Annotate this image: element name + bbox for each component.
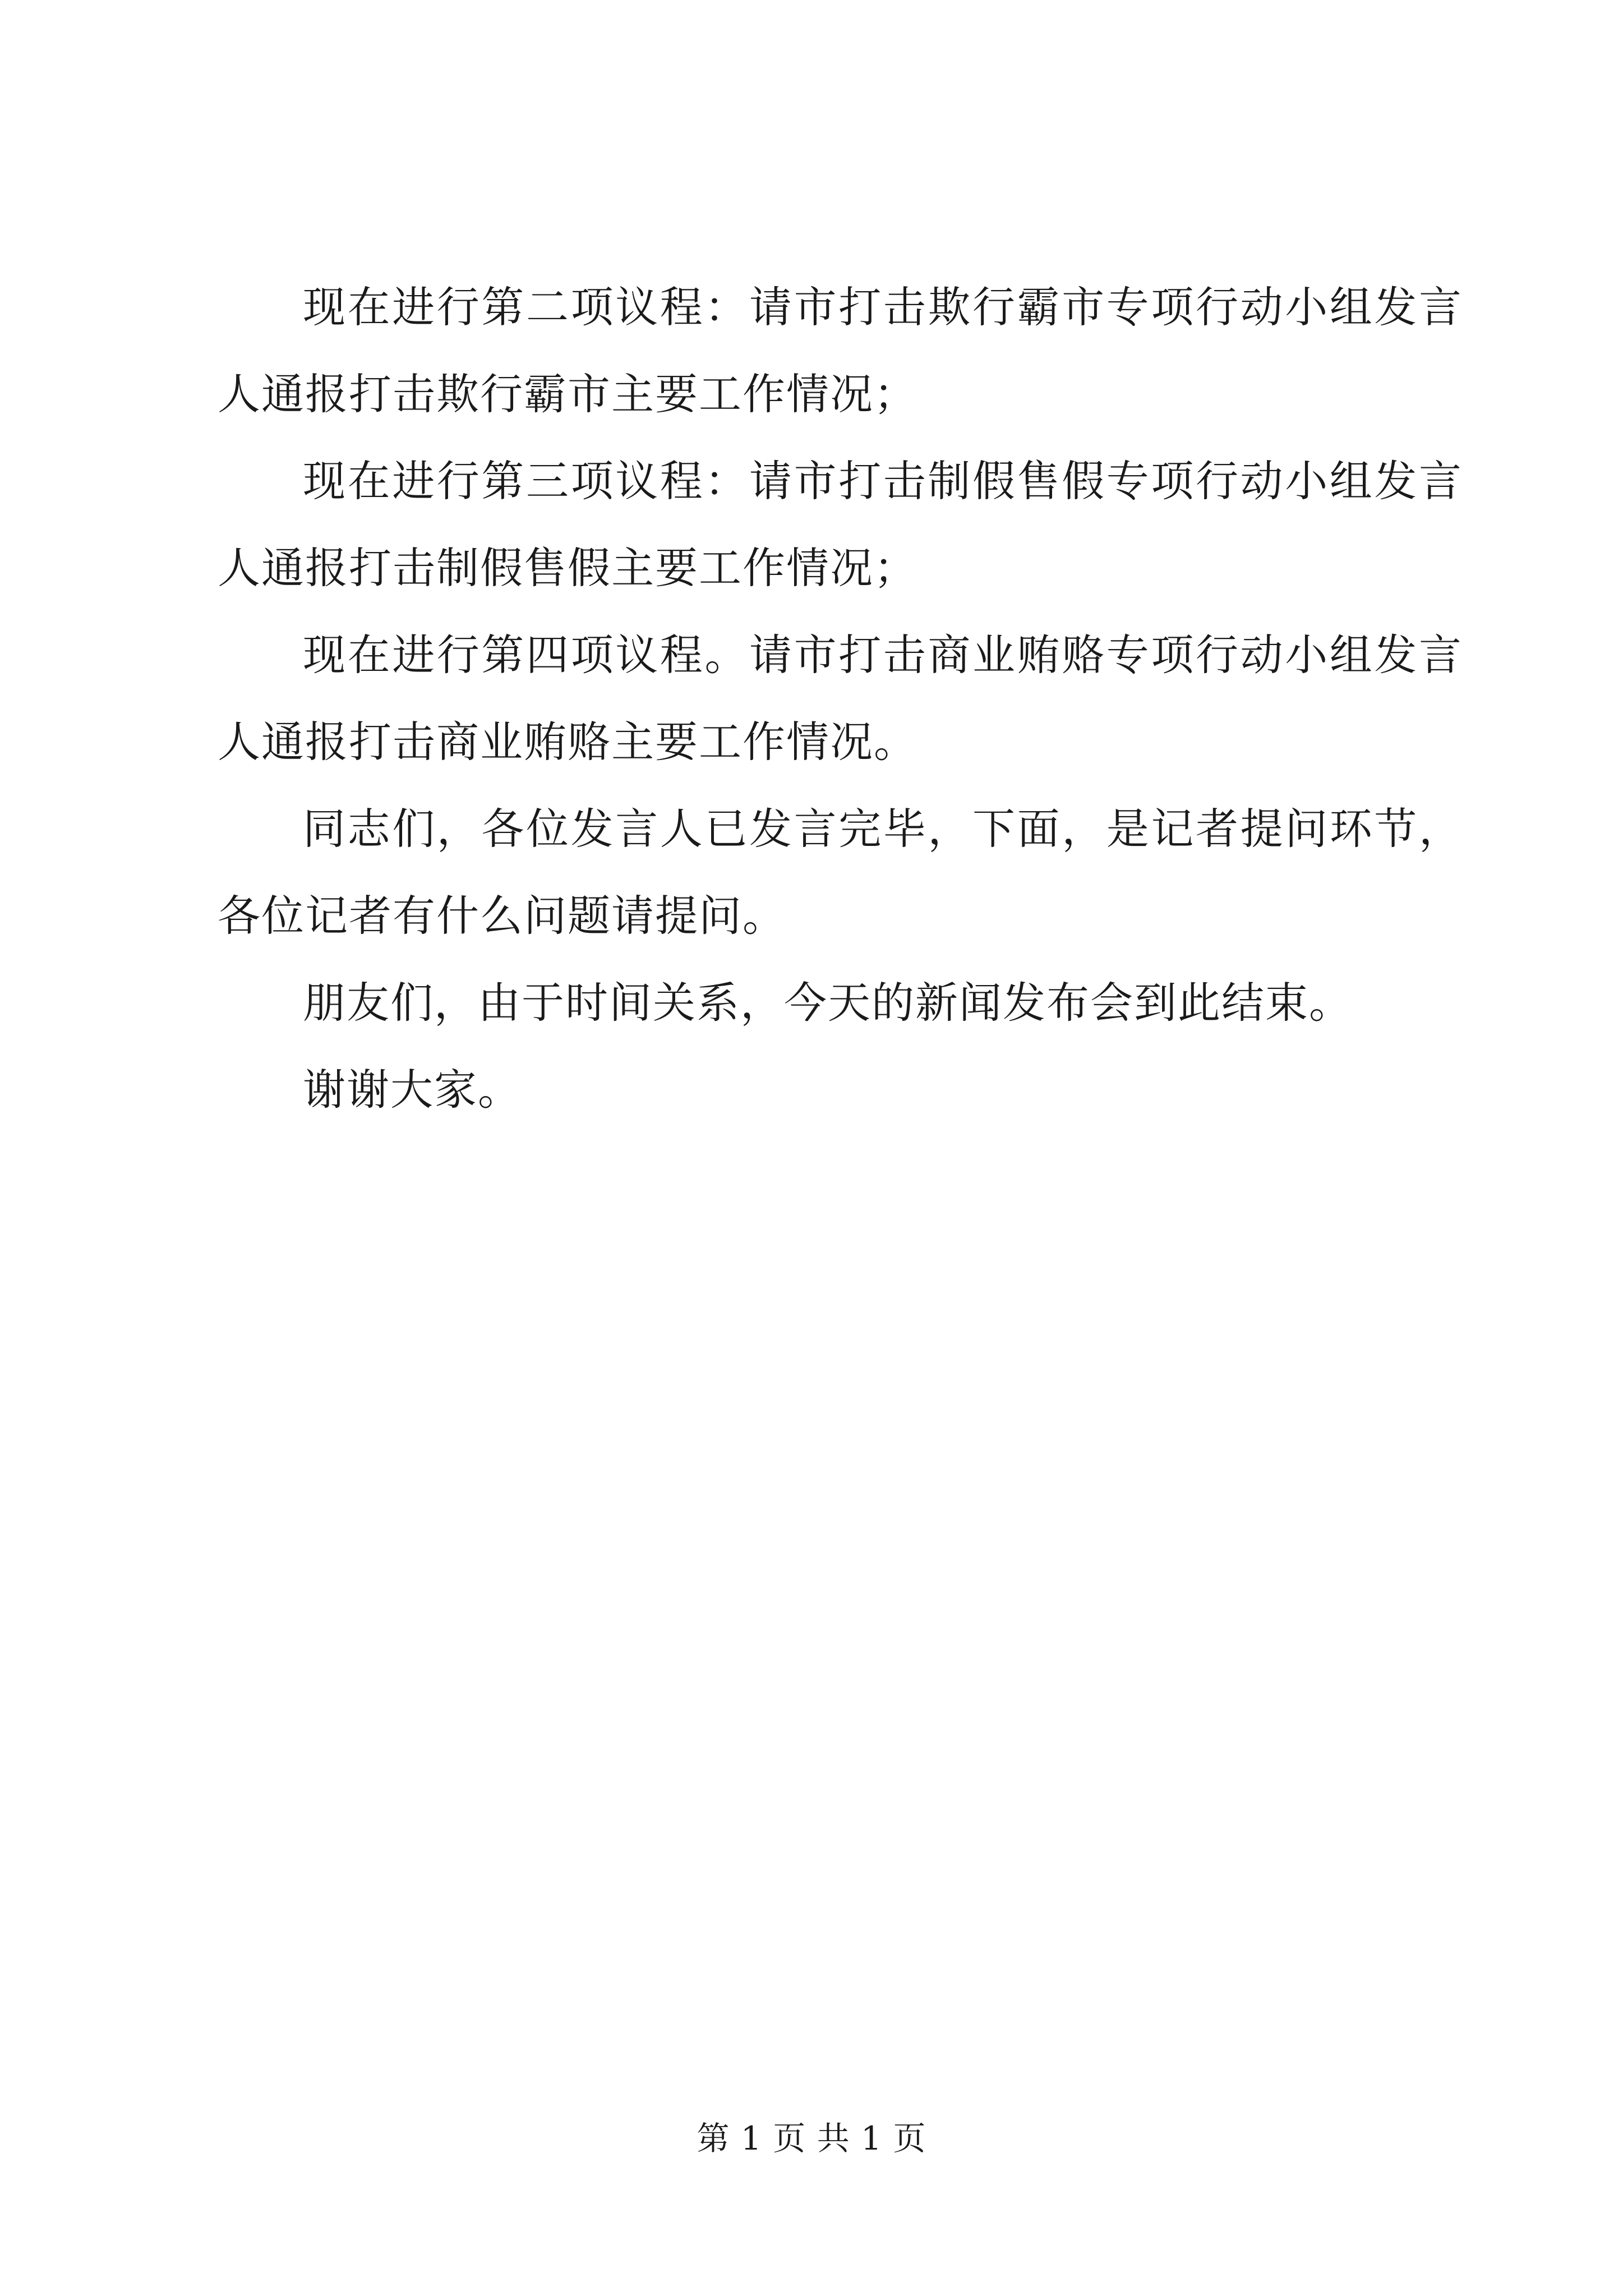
paragraph-agenda-item-2: 现在进行第二项议程：请市打击欺行霸市专项行动小组发言人通报打击欺行霸市主要工作情况； [218,282,1463,419]
page-footer: 第 1 页 共 1 页 [697,2119,926,2157]
paragraph-closing: 朋友们，由于时间关系，今天的新闻发布会到此结束。 [303,978,1353,1028]
paragraph-agenda-item-4: 现在进行第四项议程。请市打击商业贿赂专项行动小组发言人通报打击商业贿赂主要工作情况。 [218,630,1463,767]
paragraph-agenda-item-3: 现在进行第三项议程：请市打击制假售假专项行动小组发言人通报打击制假售假主要工作情况； [218,456,1463,593]
paragraph-qa-session: 同志们，各位发言人已发言完毕，下面，是记者提问环节，各位记者有什么问题请提问。 [218,804,1463,941]
paragraph-thanks: 谢谢大家。 [303,1065,522,1115]
document-body [218,264,1463,1133]
